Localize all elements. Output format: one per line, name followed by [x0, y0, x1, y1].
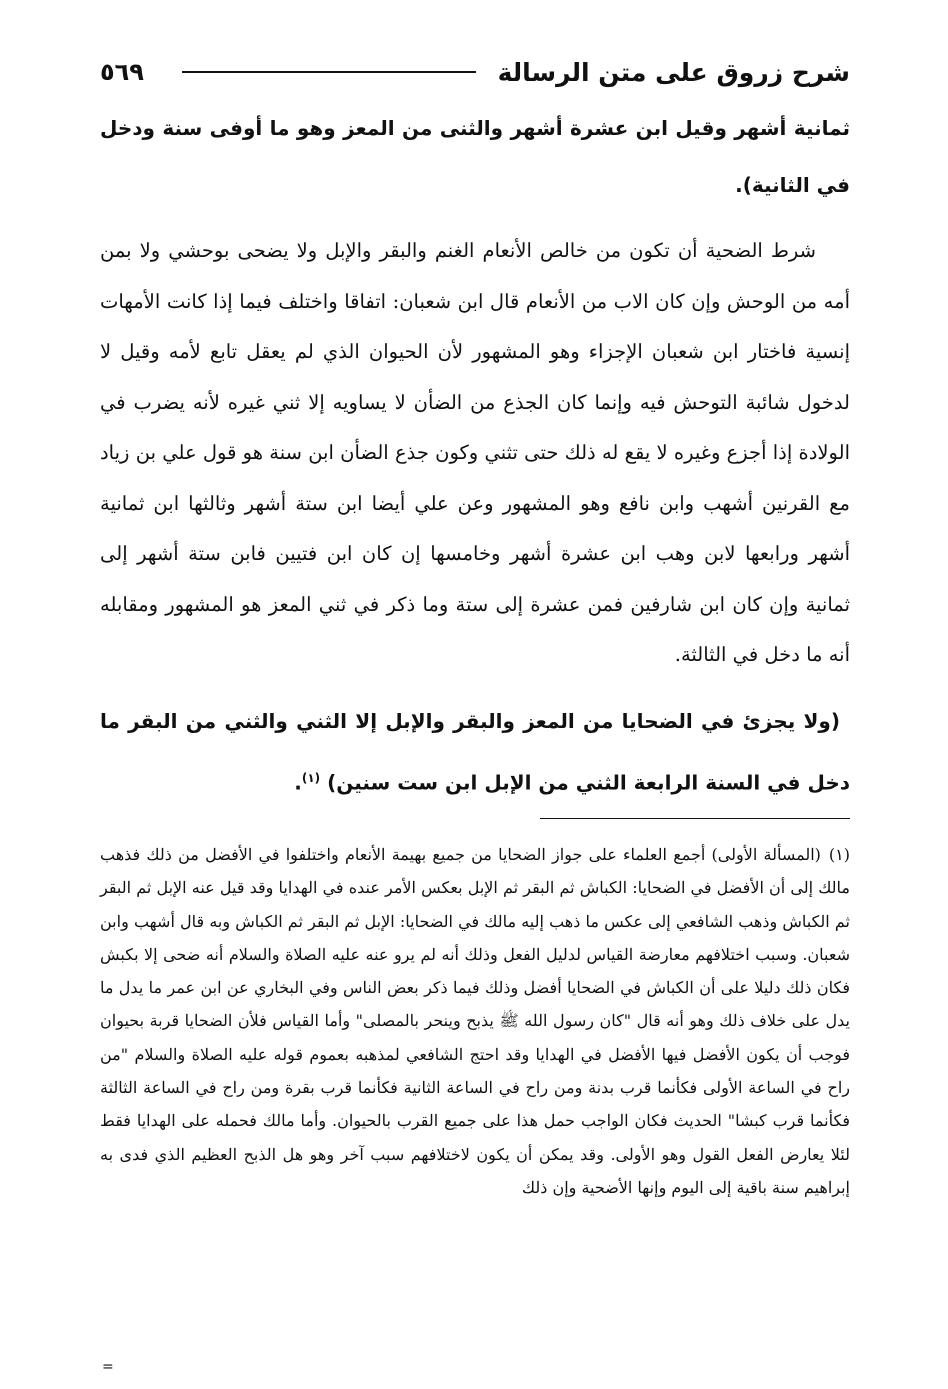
footnote-reference: (١) — [301, 770, 321, 785]
header-rule — [182, 71, 476, 73]
footnote-text: (المسألة الأولى) أجمع العلماء على جواز الضحايا من جميع بهيمة الأنعام واختلفوا في الأفضل من ذلك فذهب مالك إلى أن الأفضل في الضحايا: الكباش ثم البقر ثم الإبل بعكس الأمر عنده في الهدايا وقد قيل عنه الإبل ثم البقر ثم الكباش وذهب الشافعي إلى عكس ما ذهب إليه مالك في الضحايا: الإبل ثم البقر ثم الكباش وبه قال أشهب وابن شعبان. وسبب اختلافهم معارضة القياس لدليل الفعل وذلك أنه لم يرو عنه عليه الصلاة والسلام أنه ضحى إلا بكبش فكان ذلك دليلا على أن الكباش في الضحايا أفضل وذلك فيما ذكر بعض الناس وفي البخاري عن ابن عمر ما يدل ما يدل على خلاف ذلك وهو أنه قال "كان رسول الله ﷺ يذبح وينحر بالمصلى" وأما القياس فلأن الضحايا قربة بحيوان فوجب أن يكون الأفضل فيها الأفضل في الهدايا وقد احتج الشافعي لمذهبه بعموم قوله عليه الصلاة والسلام "من راح في الساعة الأولى فكأنما قرب بدنة ومن راح في الساعة الثانية فكأنما قرب بقرة ومن راح في الساعة الثالثة فكأنما قرب كبشا" الحديث فكان الواجب حمل هذا على جميع القرب بالحيوان. وأما مالك فحمله على الهدايا فقط لئلا يعارض الفعل القول وهو الأولى. وقد يمكن أن يكون لاختلافهم سبب آخر وهو هل الذبح العظيم الذي فدى به إبراهيم سنة باقية إلى اليوم وإنها الأضحية وإن ذلك — [100, 845, 851, 1197]
main-text — [100, 100, 850, 811]
footnote-marker: (١) — [828, 845, 850, 864]
running-header — [100, 44, 850, 100]
footnote-continuation-mark: = — [102, 1359, 114, 1375]
matn-text: (ولا يجزئ في الضحايا من المعز والبقر والإبل إلا الثني والثني من البقر ما دخل في السنة الرابعة الثني من الإبل ابن ست سنين) — [100, 708, 850, 795]
book-title: شرح زروق على متن الرسالة — [497, 57, 850, 87]
matn-continued: ثمانية أشهر وقيل ابن عشرة أشهر والثنى من المعز وهو ما أوفى سنة ودخل في الثانية). — [100, 116, 850, 197]
matn-paragraph: (ولا يجزئ في الضحايا من المعز والبقر والإبل إلا الثني والثني من البقر ما دخل في السنة الرابعة الثني من الإبل ابن ست سنين) $^{(١)}$. — [100, 708, 850, 795]
footnote-separator — [540, 818, 850, 819]
footnote — [100, 838, 850, 1204]
page-number: ٥٦٩ — [100, 58, 144, 86]
sharh-paragraph: شرط الضحية أن تكون من خالص الأنعام الغنم والبقر والإبل ولا يضحى بوحشي ولا بمن أمه من الوحش وإن كان الاب من الأنعام قال ابن شعبان: اتفاقا واختلف فيما إذا كانت الأمهات إنسية فاختار ابن شعبان الإجزاء وهو المشهور لأن الحيوان الذي لم يعقل تابع لأمه وقيل لا لدخول شائبة التوحش فيه وإنما كان الجذع من الضأن لا يساويه إلا ثني غيره لأنه يضرب في الولادة إذا أجزع وغيره لا يقع له ذلك حتى تثني وكون جذع الضأن ابن سنة هو قول علي بن زياد مع القرنين أشهب وابن نافع وهو المشهور وعن علي أيضا ابن ستة أشهر وثالثها ابن ثمانية أشهر ورابعها لابن وهب ابن عشرة أشهر وخامسها إن كان ابن فتيين فابن ستة أشهر إلى ثمانية وإن كان ابن شارفين فمن عشرة إلى ستة وما ذكر في ثني المعز هو المشهور ومقابله أنه ما دخل في الثالثة. — [100, 239, 850, 666]
